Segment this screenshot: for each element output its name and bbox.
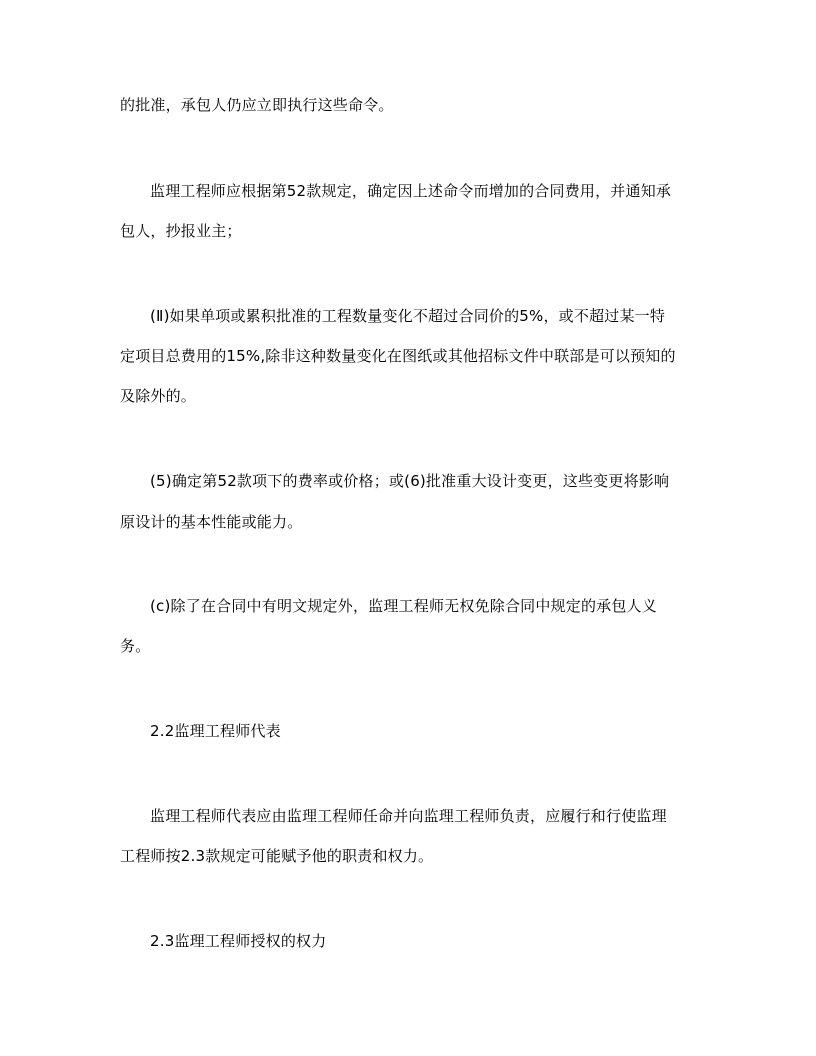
section-heading: 2.3监理工程师授权的权力 — [150, 932, 327, 950]
paragraph-line: 包人，抄报业主； — [120, 222, 242, 240]
paragraph-line: (c)除了在合同中有明文规定外，监理工程师无权免除合同中规定的承包人义 — [150, 597, 657, 615]
paragraph-line: 监理工程师应根据第52款规定，确定因上述命令而增加的合同费用，并通知承 — [150, 182, 672, 200]
paragraph-line: 定项目总费用的15%,除非这种数量变化在图纸或其他招标文件中联部是可以预知的 — [120, 347, 676, 365]
paragraph-line: 工程师按2.3款规定可能赋予他的职责和权力。 — [120, 847, 434, 865]
section-heading: 2.2监理工程师代表 — [150, 722, 281, 740]
paragraph-line: 及除外的。 — [120, 387, 197, 405]
paragraph-line: 监理工程师代表应由监理工程师任命并向监理工程师负责，应履行和行使监理 — [150, 807, 667, 825]
paragraph-line: 原设计的基本性能或能力。 — [120, 513, 303, 531]
paragraph-line: (5)确定第52款项下的费率或价格；或(6)批准重大设计变更，这些变更将影响 — [150, 472, 670, 490]
paragraph-line: (Ⅱ)如果单项或累积批准的工程数量变化不超过合同价的5%，或不超过某一特 — [150, 307, 666, 325]
paragraph-line: 务。 — [120, 637, 151, 655]
paragraph-line: 的批准，承包人仍应立即执行这些命令。 — [120, 96, 394, 114]
